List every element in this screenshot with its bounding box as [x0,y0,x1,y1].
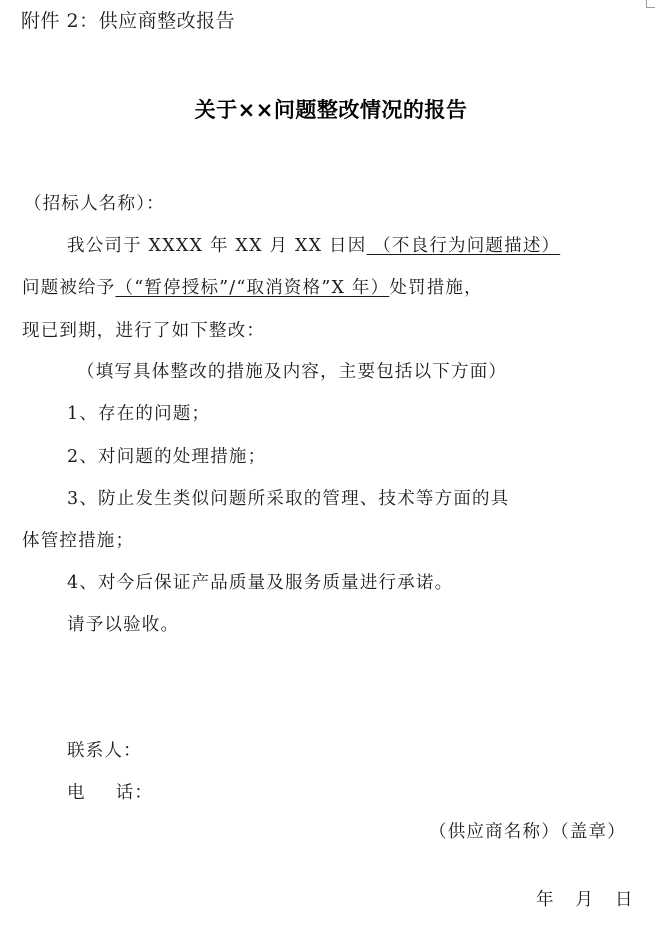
list-item-4: 4、对今后保证产品质量及服务质量进行承诺。 [67,573,454,593]
date-day: 日 [615,890,633,910]
date-line [536,886,633,911]
contact-person-label: 联系人： [67,741,142,761]
phone-label-char-2: 话： [115,783,154,803]
problem-description-blank: （不良行为问题描述） [366,236,561,256]
list-item-1: 1、存在的问题； [67,404,211,424]
attachment-label: 附件 2：供应商整改报告 [21,10,236,32]
penalty-blank: （“暂停授标”/“取消资格”X 年） [115,278,390,298]
body-line-1-text: 我公司于 XXXX 年 XX 月 XX 日因 [67,236,367,256]
list-item-3-line-2: 体管控措施； [22,531,135,551]
date-year: 年 [536,890,554,910]
date-month: 月 [575,890,593,910]
phone-label-char-1: 电 [67,783,86,803]
phone-label [67,779,153,804]
body-line-3: 现已到期，进行了如下整改： [22,321,266,341]
body-line-2-suffix: 处罚措施， [389,278,483,298]
body-line-1 [67,232,560,257]
body-line-2-prefix: 问题被给予 [22,278,116,298]
body-line-2 [22,274,483,299]
page-corner-mark [646,0,655,8]
closing-line: 请予以验收。 [67,615,180,635]
list-item-2: 2、对问题的处理措施； [67,447,267,467]
supplier-seal-line: （供应商名称）（盖章） [429,822,626,842]
recipient-line: （招标人名称）： [24,194,165,214]
list-item-3-line-1: 3、防止发生类似问题所采取的管理、技术等方面的具 [67,489,510,509]
instruction-hint: （填写具体整改的措施及内容，主要包括以下方面） [77,362,508,382]
report-title: 关于××问题整改情况的报告 [194,98,468,122]
